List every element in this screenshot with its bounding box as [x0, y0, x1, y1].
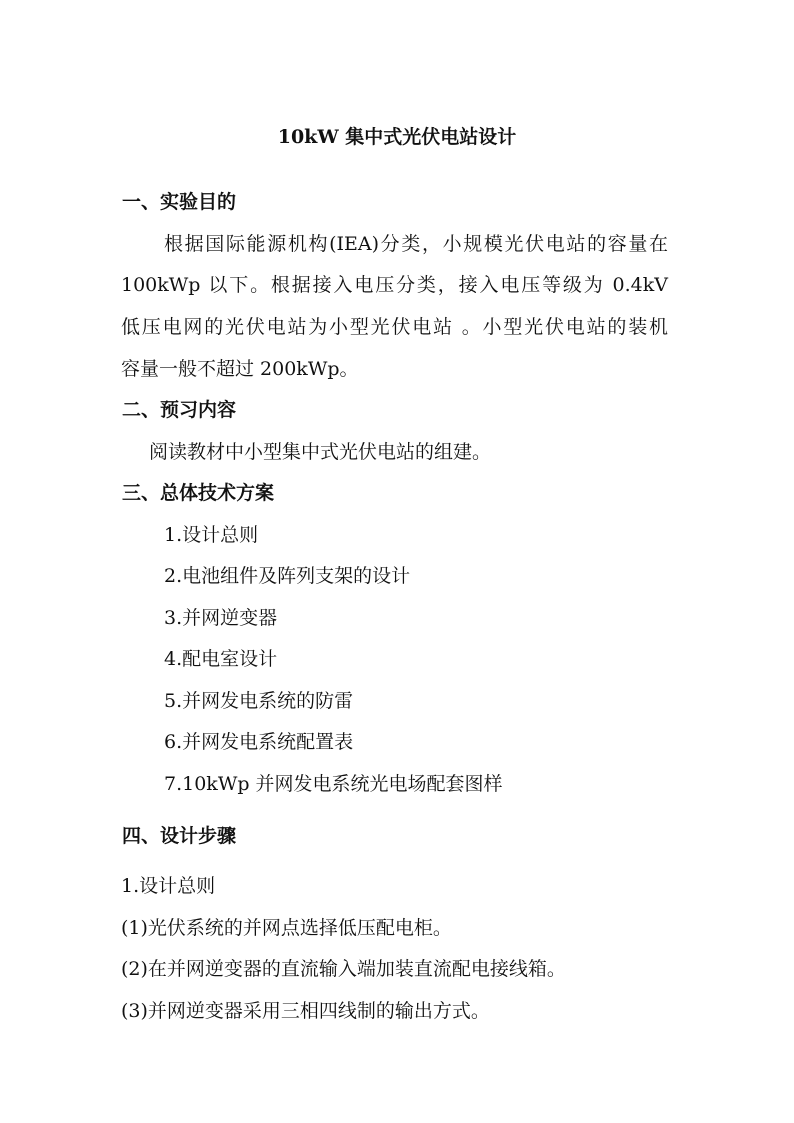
list-item: 5.并网发电系统的防雷 [164, 690, 354, 712]
list-item: 2.电池组件及阵列支架的设计 [164, 565, 411, 587]
paragraph-line: 低压电网的光伏电站为小型光伏电站 。小型光伏电站的装机 [121, 316, 668, 338]
paragraph-line: 100kWp 以下。根据接入电压分类，接入电压等级为 0.4kV [121, 274, 668, 296]
list-item: 7.10kWp 并网发电系统光电场配套图样 [164, 773, 503, 795]
section-heading-technical-plan: 三、总体技术方案 [122, 482, 275, 504]
list-item: (1)光伏系统的并网点选择低压配电柜。 [121, 917, 452, 939]
paragraph-line: 根据国际能源机构(IEA)分类，小规模光伏电站的容量在 [164, 233, 668, 255]
list-item: (2)在并网逆变器的直流输入端加装直流配电接线箱。 [121, 958, 566, 980]
paragraph-line: 容量一般不超过 200kWp。 [121, 358, 359, 380]
section-heading-design-steps: 四、设计步骤 [122, 825, 237, 847]
paragraph-line: 阅读教材中小型集中式光伏电站的组建。 [149, 441, 492, 463]
list-item: 4.配电室设计 [164, 648, 278, 670]
section-heading-preview: 二、预习内容 [122, 399, 237, 421]
section-heading-purpose: 一、实验目的 [122, 191, 237, 213]
list-item: 3.并网逆变器 [164, 607, 278, 629]
subheading: 1.设计总则 [121, 875, 216, 897]
list-item: (3)并网逆变器采用三相四线制的输出方式。 [121, 1000, 490, 1022]
document-title: 10kW 集中式光伏电站设计 [277, 126, 517, 148]
list-item: 1.设计总则 [164, 524, 259, 546]
list-item: 6.并网发电系统配置表 [164, 731, 354, 753]
